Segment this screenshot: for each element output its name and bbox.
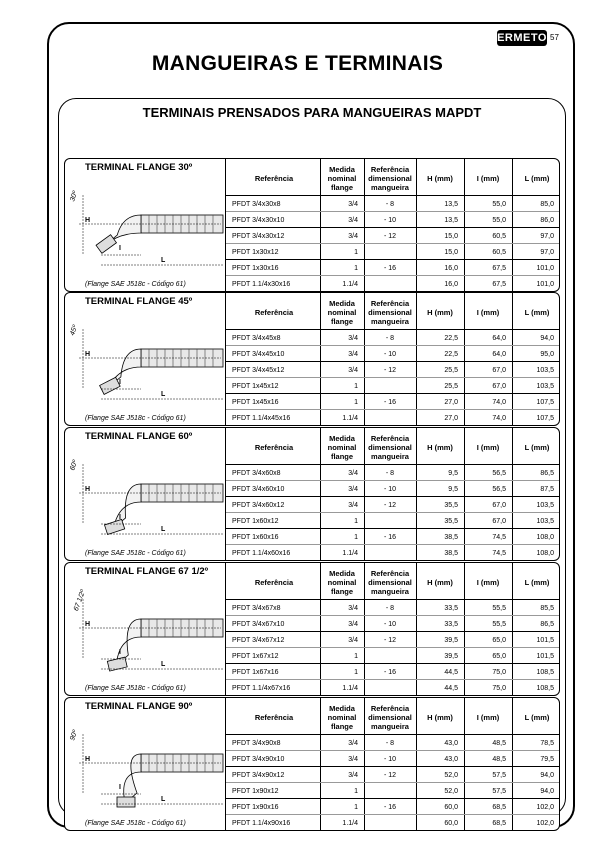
cell-med: 3/4 [348,366,358,374]
cell-l: 103,5 [536,382,554,390]
fitting-section [64,562,560,696]
dimensions-table [225,698,560,830]
cell-dim [364,815,416,831]
cell-ref: PFDT 3/4x67x10 [232,620,285,628]
cell-med: 1.1/4 [342,819,358,827]
table-row [226,195,560,212]
cell-l: 86,0 [540,216,554,224]
cell-h: 9,5 [448,485,458,493]
cell-med: 3/4 [348,350,358,358]
table-row [226,647,560,664]
cell-ref: PFDT 1.1/4x45x16 [232,414,291,422]
dimension-label-h: H [85,486,91,493]
cell-l: 94,0 [540,771,554,779]
angle-label: 45º [69,324,80,337]
cell-l: 97,0 [540,248,554,256]
fitting-section [64,427,560,561]
header-ref: Referência [254,173,294,183]
cell-l: 103,5 [536,366,554,374]
cell-med: 1 [354,398,358,406]
cell-med: 1 [354,248,358,256]
cell-dim: - 16 [383,668,397,676]
table-row [226,528,560,545]
cell-dim: - 10 [383,620,397,628]
cell-dim: - 8 [385,739,395,747]
section-title: TERMINAL FLANGE 90º [85,701,193,712]
dimension-label-i: I [119,514,121,521]
header-dim: Referência dimensional mangueira [368,433,412,461]
table-row [226,734,560,751]
cell-med: 3/4 [348,232,358,240]
dimension-label-l: L [161,391,166,398]
cell-dim [364,648,416,664]
cell-i: 56,5 [492,485,506,493]
cell-h: 27,0 [444,398,458,406]
dimension-label-i: I [119,784,121,791]
cell-i: 67,0 [492,382,506,390]
cell-dim: - 12 [383,366,397,374]
cell-ref: PFDT 1x67x16 [232,668,279,676]
cell-ref: PFDT 3/4x45x10 [232,350,285,358]
dimension-label-l: L [161,526,166,533]
cell-i: 55,0 [492,200,506,208]
dimension-label-l: L [161,257,166,264]
cell-i: 74,5 [492,533,506,541]
cell-ref: PFDT 3/4x90x8 [232,739,281,747]
flange-spec-note: (Flange SAE J518c - Código 61) [85,685,186,692]
dimension-label-h: H [85,621,91,628]
cell-dim: - 10 [383,755,397,763]
cell-dim: - 10 [383,350,397,358]
cell-h: 39,5 [444,652,458,660]
dimension-label-i: I [119,245,121,252]
cell-l: 94,0 [540,334,554,342]
cell-h: 9,5 [448,469,458,477]
cell-dim: - 8 [385,604,395,612]
cell-med: 1 [354,652,358,660]
dimension-label-h: H [85,217,91,224]
cell-l: 87,5 [540,485,554,493]
cell-med: 3/4 [348,620,358,628]
cell-med: 1.1/4 [342,684,358,692]
cell-med: 3/4 [348,771,358,779]
cell-ref: PFDT 1x60x16 [232,533,279,541]
cell-h: 43,0 [444,755,458,763]
section-subtitle: TERMINAIS PRENSADOS PARA MANGUEIRAS MAPDT [142,105,482,120]
table-row [226,631,560,648]
cell-med: 3/4 [348,755,358,763]
header-ref: Referência [254,577,294,587]
page-title: MANGUEIRAS E TERMINAIS [151,52,444,75]
header-i: I (mm) [476,307,500,317]
cell-dim [364,783,416,799]
cell-ref: PFDT 1x90x16 [232,803,279,811]
cell-ref: PFDT 3/4x60x8 [232,469,281,477]
section-title: TERMINAL FLANGE 30º [85,162,193,173]
cell-i: 57,5 [492,787,506,795]
table-row [226,663,560,680]
cell-l: 103,5 [536,501,554,509]
header-l: L (mm) [524,442,550,452]
cell-l: 78,5 [540,739,554,747]
cell-i: 67,0 [492,501,506,509]
cell-i: 67,0 [492,366,506,374]
flange-spec-note: (Flange SAE J518c - Código 61) [85,415,186,422]
table-row [226,679,560,696]
table-row [226,615,560,632]
cell-h: 44,5 [444,684,458,692]
cell-l: 86,5 [540,620,554,628]
cell-med: 3/4 [348,485,358,493]
header-dim: Referência dimensional mangueira [368,298,412,326]
cell-l: 103,5 [536,517,554,525]
cell-dim [364,276,416,292]
cell-dim [364,680,416,696]
table-row [226,345,560,362]
dimension-label-i: I [119,649,121,656]
cell-med: 3/4 [348,604,358,612]
cell-l: 95,0 [540,350,554,358]
dimension-label-i: I [119,379,121,386]
cell-l: 108,5 [536,668,554,676]
cell-l: 101,5 [536,652,554,660]
header-l: L (mm) [524,577,550,587]
cell-l: 102,0 [536,819,554,827]
cell-ref: PFDT 1x45x12 [232,382,279,390]
cell-i: 75,0 [492,668,506,676]
flange-spec-note: (Flange SAE J518c - Código 61) [85,281,186,288]
table-row [226,259,560,276]
cell-h: 13,5 [444,216,458,224]
header-dim: Referência dimensional mangueira [368,568,412,596]
cell-i: 57,5 [492,771,506,779]
cell-l: 102,0 [536,803,554,811]
header-med: Medida nominal flange [327,433,357,461]
fitting-diagram [71,309,231,409]
header-ref: Referência [254,442,294,452]
cell-dim: - 12 [383,636,397,644]
table-row [226,750,560,767]
section-title: TERMINAL FLANGE 60º [85,431,193,442]
dimension-label-l: L [161,796,166,803]
cell-dim: - 16 [383,398,397,406]
cell-h: 33,5 [444,604,458,612]
header-med: Medida nominal flange [327,298,357,326]
cell-dim: - 8 [385,200,395,208]
cell-ref: PFDT 1.1/4x60x16 [232,549,291,557]
cell-med: 1 [354,517,358,525]
cell-l: 94,0 [540,787,554,795]
cell-h: 22,5 [444,350,458,358]
cell-ref: PFDT 3/4x30x10 [232,216,285,224]
cell-ref: PFDT 3/4x45x8 [232,334,281,342]
cell-med: 3/4 [348,501,358,509]
cell-h: 52,0 [444,787,458,795]
cell-ref: PFDT 1x45x16 [232,398,279,406]
cell-med: 3/4 [348,469,358,477]
cell-l: 85,0 [540,200,554,208]
header-dim: Referência dimensional mangueira [368,703,412,731]
cell-dim [364,513,416,529]
cell-i: 60,5 [492,232,506,240]
flange-spec-note: (Flange SAE J518c - Código 61) [85,820,186,827]
cell-i: 67,5 [492,280,506,288]
table-header [226,293,560,331]
cell-h: 25,5 [444,382,458,390]
cell-i: 75,0 [492,684,506,692]
cell-med: 1 [354,264,358,272]
table-row [226,464,560,481]
cell-dim: - 10 [383,216,397,224]
table-row [226,361,560,378]
header-i: I (mm) [476,173,500,183]
cell-i: 48,5 [492,755,506,763]
flange-spec-note: (Flange SAE J518c - Código 61) [85,550,186,557]
cell-l: 101,0 [536,280,554,288]
cell-l: 97,0 [540,232,554,240]
header-i: I (mm) [476,577,500,587]
fitting-section [64,697,560,831]
cell-i: 67,5 [492,264,506,272]
cell-dim [364,410,416,426]
cell-h: 16,0 [444,280,458,288]
cell-h: 13,5 [444,200,458,208]
cell-l: 101,5 [536,636,554,644]
header-ref: Referência [254,712,294,722]
cell-ref: PFDT 3/4x67x8 [232,604,281,612]
table-header [226,159,560,197]
table-row [226,243,560,260]
table-row [226,227,560,244]
table-header [226,563,560,601]
section-title: TERMINAL FLANGE 67 1/2º [85,566,209,577]
fitting-diagram [71,175,231,275]
cell-h: 16,0 [444,264,458,272]
cell-ref: PFDT 1x30x12 [232,248,279,256]
angle-label: 60º [69,459,80,472]
dimensions-table [225,293,560,425]
dimension-label-h: H [85,756,91,763]
header-med: Medida nominal flange [327,164,357,192]
angle-label: 67 1/2º [72,588,88,613]
table-row [226,599,560,616]
cell-ref: PFDT 3/4x67x12 [232,636,285,644]
cell-ref: PFDT 3/4x30x8 [232,200,281,208]
fitting-section [64,292,560,426]
cell-dim: - 12 [383,771,397,779]
cell-dim: - 8 [385,334,395,342]
cell-h: 35,5 [444,517,458,525]
cell-med: 1 [354,533,358,541]
cell-dim [364,244,416,260]
cell-dim: - 16 [383,803,397,811]
section-title: TERMINAL FLANGE 45º [85,296,193,307]
cell-med: 3/4 [348,216,358,224]
header-med: Medida nominal flange [327,568,357,596]
table-row [226,275,560,292]
cell-h: 25,5 [444,366,458,374]
header-h: H (mm) [427,173,453,183]
table-header [226,698,560,736]
dimensions-table [225,428,560,560]
fitting-diagram [71,714,231,814]
cell-l: 107,5 [536,398,554,406]
table-row [226,329,560,346]
cell-h: 35,5 [444,501,458,509]
cell-ref: PFDT 3/4x90x10 [232,755,285,763]
cell-dim [364,545,416,561]
cell-i: 68,5 [492,819,506,827]
cell-h: 33,5 [444,620,458,628]
cell-dim: - 10 [383,485,397,493]
cell-dim: - 16 [383,533,397,541]
table-row [226,211,560,228]
cell-l: 108,0 [536,549,554,557]
dimensions-table [225,563,560,695]
cell-med: 3/4 [348,200,358,208]
table-row [226,393,560,410]
cell-i: 60,5 [492,248,506,256]
cell-h: 52,0 [444,771,458,779]
cell-i: 64,0 [492,334,506,342]
cell-i: 68,5 [492,803,506,811]
cell-dim: - 16 [383,264,397,272]
cell-h: 15,0 [444,232,458,240]
cell-h: 44,5 [444,668,458,676]
cell-ref: PFDT 3/4x90x12 [232,771,285,779]
cell-med: 1 [354,382,358,390]
cell-med: 3/4 [348,636,358,644]
cell-h: 22,5 [444,334,458,342]
cell-med: 1.1/4 [342,414,358,422]
cell-med: 1 [354,668,358,676]
table-row [226,544,560,561]
header-h: H (mm) [427,442,453,452]
cell-h: 38,5 [444,549,458,557]
cell-l: 107,5 [536,414,554,422]
cell-ref: PFDT 3/4x60x10 [232,485,285,493]
cell-med: 1 [354,787,358,795]
cell-ref: PFDT 1x30x16 [232,264,279,272]
cell-ref: PFDT 1.1/4x30x16 [232,280,291,288]
table-row [226,766,560,783]
cell-i: 55,5 [492,620,506,628]
cell-i: 55,0 [492,216,506,224]
cell-i: 65,0 [492,652,506,660]
cell-ref: PFDT 1x67x12 [232,652,279,660]
header-h: H (mm) [427,577,453,587]
page-number: 57 [550,33,559,42]
cell-med: 1 [354,803,358,811]
fitting-section [64,158,560,292]
table-row [226,782,560,799]
brand-logo: ERMETO [497,32,547,44]
dimension-label-h: H [85,351,91,358]
header-l: L (mm) [524,712,550,722]
cell-i: 65,0 [492,636,506,644]
cell-l: 108,0 [536,533,554,541]
header-med: Medida nominal flange [327,703,357,731]
cell-l: 101,0 [536,264,554,272]
cell-h: 39,5 [444,636,458,644]
table-row [226,377,560,394]
cell-med: 1.1/4 [342,280,358,288]
header-i: I (mm) [476,712,500,722]
cell-l: 86,5 [540,469,554,477]
table-row [226,409,560,426]
cell-h: 38,5 [444,533,458,541]
table-row [226,480,560,497]
cell-i: 74,5 [492,549,506,557]
cell-dim [364,378,416,394]
fitting-diagram [71,579,231,679]
cell-l: 108,5 [536,684,554,692]
cell-i: 48,5 [492,739,506,747]
table-row [226,814,560,831]
cell-dim: - 12 [383,232,397,240]
cell-med: 3/4 [348,334,358,342]
cell-h: 60,0 [444,803,458,811]
cell-dim: - 8 [385,469,395,477]
cell-h: 27,0 [444,414,458,422]
cell-med: 3/4 [348,739,358,747]
cell-ref: PFDT 1.1/4x90x16 [232,819,291,827]
cell-h: 60,0 [444,819,458,827]
header-l: L (mm) [524,307,550,317]
cell-l: 79,5 [540,755,554,763]
dimension-label-l: L [161,661,166,668]
header-h: H (mm) [427,307,453,317]
cell-ref: PFDT 3/4x45x12 [232,366,285,374]
cell-ref: PFDT 3/4x30x12 [232,232,285,240]
header-h: H (mm) [427,712,453,722]
cell-i: 55,5 [492,604,506,612]
cell-ref: PFDT 1x90x12 [232,787,279,795]
header-dim: Referência dimensional mangueira [368,164,412,192]
cell-med: 1.1/4 [342,549,358,557]
cell-h: 43,0 [444,739,458,747]
angle-label: 30º [69,190,80,203]
fitting-diagram [71,444,231,544]
header-i: I (mm) [476,442,500,452]
cell-i: 64,0 [492,350,506,358]
cell-i: 67,0 [492,517,506,525]
table-row [226,798,560,815]
cell-i: 74,0 [492,398,506,406]
cell-ref: PFDT 3/4x60x12 [232,501,285,509]
angle-label: 90º [69,729,80,742]
table-row [226,512,560,529]
table-row [226,496,560,513]
cell-i: 74,0 [492,414,506,422]
header-l: L (mm) [524,173,550,183]
cell-dim: - 12 [383,501,397,509]
cell-i: 56,5 [492,469,506,477]
header-ref: Referência [254,307,294,317]
cell-ref: PFDT 1.1/4x67x16 [232,684,291,692]
cell-h: 15,0 [444,248,458,256]
dimensions-table [225,159,560,291]
table-header [226,428,560,466]
cell-ref: PFDT 1x60x12 [232,517,279,525]
cell-l: 85,5 [540,604,554,612]
